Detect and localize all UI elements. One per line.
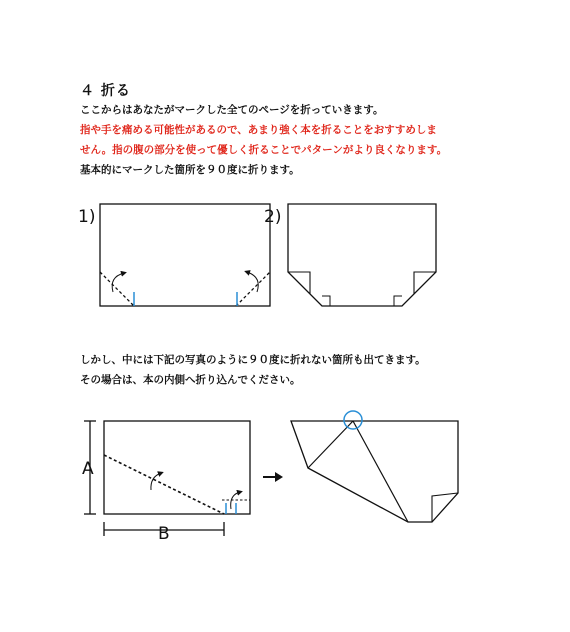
highlight-circle (344, 411, 362, 429)
intro-line: ここからはあなたがマークした全てのページを折っていきます。 (80, 104, 384, 116)
exception-line-1: しかし、中には下記の写真のように９０度に折れない箇所も出てきます。 (80, 354, 426, 366)
step-1-diagram (100, 204, 270, 306)
fold-line-left (100, 272, 134, 306)
warning-line-1: 指や手を痛める可能性があるので、あまり強く本を折ることをおすすめしま (80, 124, 437, 136)
exception-diagram-left (82, 421, 250, 544)
fold-instruction-line: 基本的にマークした箇所を９０度に折ります。 (80, 164, 300, 176)
dimension-b-label: B (158, 524, 170, 544)
step-2-diagram (288, 204, 436, 306)
fold-line-right (236, 272, 270, 306)
step-1-label: 1) (78, 207, 96, 227)
warning-line-2: せん。指の腹の部分を使って優しく折ることでパターンがより良くなります。 (80, 144, 448, 156)
result-arrow (263, 472, 283, 482)
diagonal-fold-line (104, 455, 224, 514)
fold-arrow-left (112, 273, 124, 292)
section-title: ４ 折る (80, 83, 131, 99)
dimension-a-label: A (82, 459, 94, 479)
exception-diagram-right (291, 411, 458, 522)
exception-line-2: その場合は、本の内側へ折り込んでください。 (80, 374, 301, 386)
step-2-label: 2) (264, 207, 282, 227)
